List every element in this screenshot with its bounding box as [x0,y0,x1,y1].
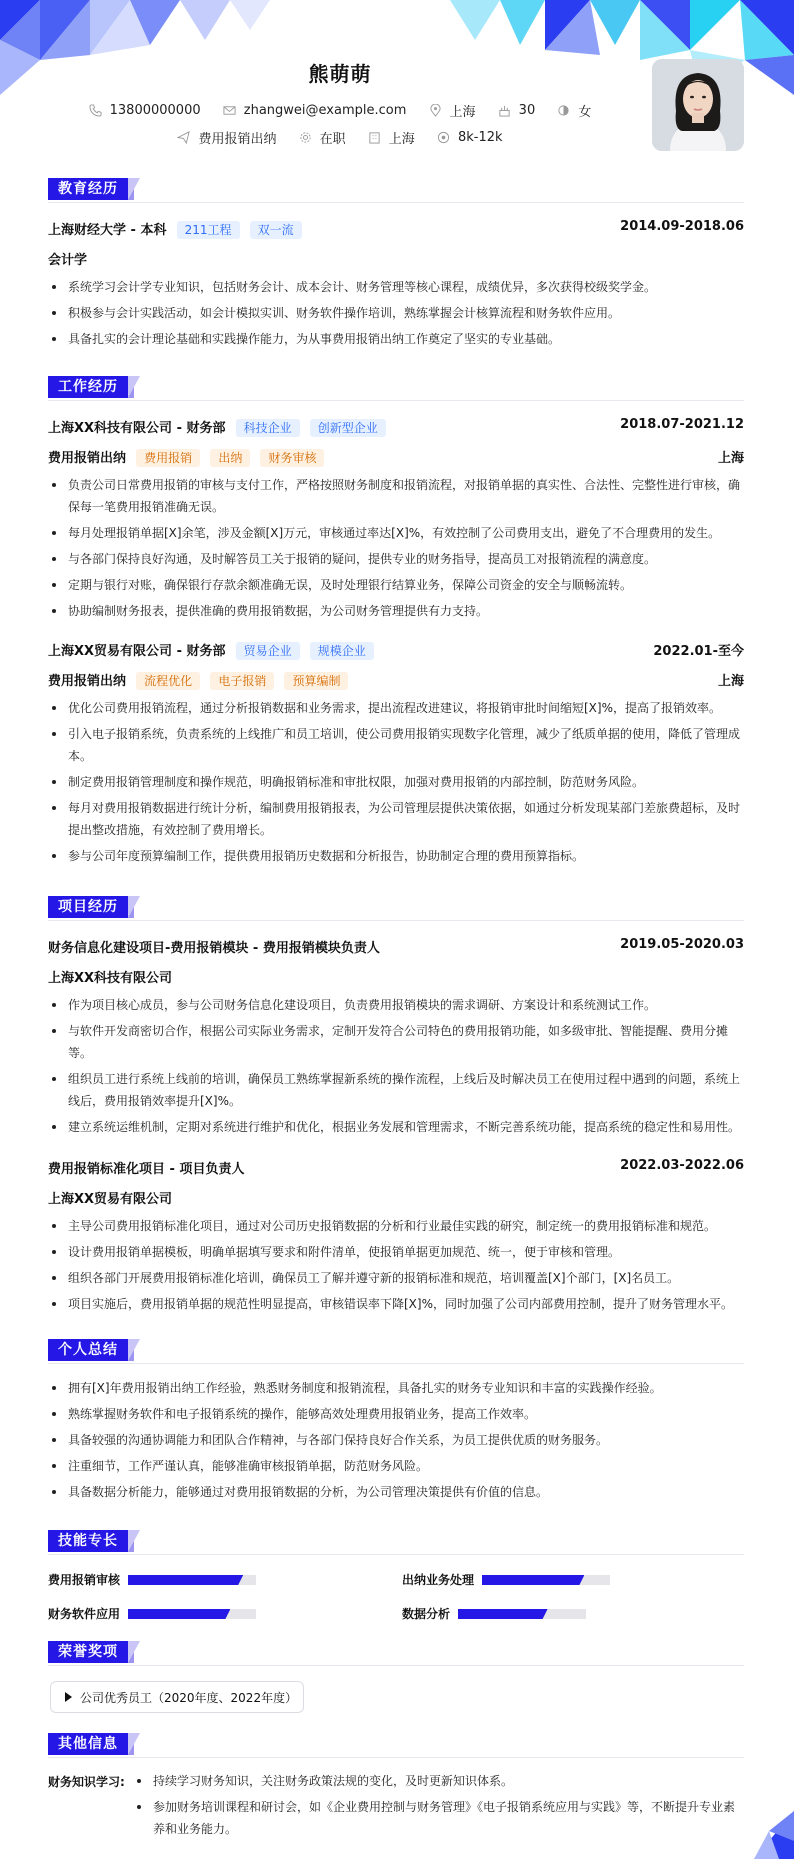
projects-section-header [48,896,744,921]
skill-bar [458,1609,586,1619]
gender-item [557,101,591,120]
position: 费用报销出纳 [48,674,127,689]
project-1-header [48,937,744,956]
skill-tag: 电子报销 [210,672,274,690]
work-entry-2-header [48,640,744,660]
skills-title: 技能专长 [48,1530,128,1552]
list-item: 负责公司日常费用报销的审核与支付工作，严格按照财务制度和报销流程，对报销单据的真实性、合法性、完整性进行审核，确保每一笔费用报销准确无误。 [48,474,744,518]
school-tag: 双一流 [250,221,302,239]
company-line: 上海XX贸易有限公司 - 财务部 [48,644,226,659]
honor-text: 公司优秀员工（2020年度、2022年度） [80,1690,298,1705]
project-company: 上海XX科技有限公司 [48,971,173,986]
status-item [299,128,346,147]
summary-bullets [48,1377,744,1507]
project-1-bullets [48,994,744,1142]
list-item: 主导公司费用报销标准化项目，通过对公司历史报销数据的分析和行业最佳实践的研究，制定统一的费用报销标准和规范。 [48,1215,744,1237]
gender-icon [557,104,570,117]
project-title: 财务信息化建设项目-费用报销模块 - 费用报销模块负责人 [48,941,380,956]
salary-text: 8k-12k [457,130,503,145]
skill-item [48,1605,120,1622]
honor-item[interactable] [50,1681,304,1713]
summary-title: 个人总结 [48,1339,128,1361]
email-item [223,103,407,118]
skill-name: 数据分析 [402,1607,451,1621]
skill-bar-fill [482,1575,584,1585]
gender-text: 女 [578,105,592,120]
list-item: 作为项目核心成员，参与公司财务信息化建设项目，负责费用报销模块的需求调研、方案设计和系统测试工作。 [48,994,744,1016]
list-item: 参与公司年度预算编制工作，提供费用报销历史数据和分析报告，协助制定合理的费用预算指标。 [48,845,744,867]
major: 会计学 [48,253,88,268]
work-date: 2022.01-至今 [653,644,744,659]
project-date: 2019.05-2020.03 [620,937,744,952]
list-item: 每月处理报销单据[X]余笔，涉及金额[X]万元，审核通过率达[X]%，有效控制了公司费用支出，避免了不合理费用的发生。 [48,522,744,544]
project-2-header [48,1158,744,1177]
work-date: 2018.07-2021.12 [620,417,744,432]
city-item [429,101,476,120]
company-tag: 贸易企业 [236,642,300,660]
skill-name: 财务软件应用 [48,1607,121,1621]
job-intent-row [0,128,680,148]
company-tag: 规模企业 [310,642,374,660]
avatar [652,59,744,151]
work-location: 上海 [717,451,744,466]
phone-item [89,103,201,118]
list-item: 组织员工进行系统上线前的培训，确保员工熟练掌握新系统的操作流程，上线后及时解决员工在使用过程中遇到的问题，系统上线后，费用报销效率提升[X]%。 [48,1068,744,1112]
list-item: 参加财务培训课程和研讨会，如《企业费用控制与财务管理》《电子报销系统应用与实践》等，不断提升专业素养和业务能力。 [133,1796,744,1840]
list-item: 协助编制财务报表，提供准确的费用报销数据，为公司财务管理提供有力支持。 [48,600,744,622]
work-location: 上海 [717,674,744,689]
honors-title: 荣誉奖项 [48,1641,128,1663]
location-icon [429,104,442,117]
target-job-item [177,128,276,147]
school-line: 上海财经大学 - 本科 [48,223,167,238]
company-line: 上海XX科技有限公司 - 财务部 [48,421,226,436]
work-entry-1-position [48,447,744,467]
project-title: 费用报销标准化项目 - 项目负责人 [48,1162,245,1177]
project-2-bullets [48,1215,744,1319]
list-item: 系统学习会计学专业知识，包括财务会计、成本会计、财务管理等核心课程，成绩优异，多次获得校级奖学金。 [48,276,744,298]
list-item: 引入电子报销系统，负责系统的上线推广和员工培训，使公司费用报销实现数字化管理，减少了纸质单据的使用，降低了管理成本。 [48,723,744,767]
skill-tag: 流程优化 [136,672,200,690]
list-item: 定期与银行对账，确保银行存款余额准确无误，及时处理银行结算业务，保障公司资金的安全与顺畅流转。 [48,574,744,596]
target-job-text: 费用报销出纳 [198,132,277,147]
school-tag: 211工程 [177,221,240,239]
list-item: 组织各部门开展费用报销标准化培训，确保员工了解并遵守新的报销标准和规范，培训覆盖[X]个部门，[X]名员工。 [48,1267,744,1289]
skill-item [402,1571,474,1588]
target-city-item [368,128,415,147]
building-icon [368,131,381,144]
projects-title: 项目经历 [48,896,128,918]
skill-bar [482,1575,610,1585]
coin-icon [437,131,450,144]
position: 费用报销出纳 [48,451,127,466]
list-item: 持续学习财务知识，关注财务政策法规的变化，及时更新知识体系。 [133,1770,744,1792]
city-text: 上海 [449,105,476,120]
list-item: 积极参与会计实践活动，如会计模拟实训、财务软件操作培训，熟练掌握会计核算流程和财务软件应用。 [48,302,744,324]
cake-icon [498,104,511,117]
skill-bar [128,1575,256,1585]
skill-bar [128,1609,256,1619]
list-item: 设计费用报销单据模板，明确单据填写要求和附件清单，使报销单据更加规范、统一，便于审核和管理。 [48,1241,744,1263]
list-item: 拥有[X]年费用报销出纳工作经验，熟悉财务制度和报销流程，具备扎实的财务专业知识和丰富的实践操作经验。 [48,1377,744,1399]
skill-tag: 财务审核 [260,449,324,467]
education-date: 2014.09-2018.06 [620,219,744,234]
list-item: 制定费用报销管理制度和操作规范，明确报销标准和审批权限，加强对费用报销的内部控制，防范财务风险。 [48,771,744,793]
list-item: 与软件开发商密切合作，根据公司实际业务需求，定制开发符合公司特色的费用报销功能，如多级审批、智能提醒、费用分摊等。 [48,1020,744,1064]
list-item: 注重细节，工作严谨认真，能够准确审核报销单据，防范财务风险。 [48,1455,744,1477]
target-city-text: 上海 [388,132,415,147]
email-text: zhangwei@example.com [243,103,407,118]
salary-item [437,130,503,145]
list-item: 具备扎实的会计理论基础和实践操作能力，为从事费用报销出纳工作奠定了坚实的专业基础。 [48,328,744,350]
list-item: 具备数据分析能力，能够通过对费用报销数据的分析，为公司管理决策提供有价值的信息。 [48,1481,744,1503]
candidate-name: 熊萌萌 [308,62,372,86]
skill-name: 出纳业务处理 [402,1573,475,1587]
project-company: 上海XX贸易有限公司 [48,1192,173,1207]
project-date: 2022.03-2022.06 [620,1158,744,1173]
skill-item [402,1605,450,1622]
status-text: 在职 [319,132,346,147]
expand-triangle-icon [65,1692,72,1702]
email-icon [223,104,236,117]
honors-section-header [48,1641,744,1666]
gear-icon [299,131,312,144]
education-title: 教育经历 [48,178,128,200]
skill-bar-fill [458,1609,548,1619]
contact-row [0,101,680,121]
skill-bar-fill [128,1609,230,1619]
company-tag: 科技企业 [236,419,300,437]
other-label: 财务知识学习: [48,1775,125,1789]
education-section-header [48,178,744,203]
work-entry-1-bullets [48,474,744,626]
skill-tag: 费用报销 [136,449,200,467]
age-item [498,103,536,118]
skill-name: 费用报销审核 [48,1573,121,1587]
list-item: 项目实施后，费用报销单据的规范性明显提高，审核错误率下降[X]%，同时加强了公司内部费用控制，提升了财务管理水平。 [48,1293,744,1315]
list-item: 与各部门保持良好沟通，及时解答员工关于报销的疑问，提供专业的财务指导，提高员工对报销流程的满意度。 [48,548,744,570]
work-section-header [48,376,744,401]
phone-text: 13800000000 [109,103,201,118]
list-item: 每月对费用报销数据进行统计分析，编制费用报销报表，为公司管理层提供决策依据，如通过分析发现某部门差旅费超标，及时提出整改措施，有效控制了费用增长。 [48,797,744,841]
skill-tag: 出纳 [210,449,250,467]
list-item: 优化公司费用报销流程，通过分析报销数据和业务需求，提出流程改进建议，将报销审批时间缩短[X]%，提高了报销效率。 [48,697,744,719]
list-item: 熟练掌握财务软件和电子报销系统的操作，能够高效处理费用报销业务，提高工作效率。 [48,1403,744,1425]
skill-tag: 预算编制 [284,672,348,690]
education-entry [48,219,744,239]
work-entry-2-bullets [48,697,744,871]
phone-icon [89,104,102,117]
other-section-header [48,1733,744,1758]
education-bullets [48,276,744,354]
other-title: 其他信息 [48,1733,128,1755]
work-title: 工作经历 [48,376,128,398]
work-entry-1-header [48,417,744,437]
company-tag: 创新型企业 [310,419,386,437]
list-item: 建立系统运维机制，定期对系统进行维护和优化，根据业务发展和管理需求，不断完善系统功能，提高系统的稳定性和易用性。 [48,1116,744,1138]
other-bullets [133,1770,744,1844]
skill-item [48,1571,120,1588]
skill-bar-fill [128,1575,243,1585]
age-text: 30 [518,103,536,118]
paper-plane-icon [177,131,190,144]
summary-section-header [48,1339,744,1364]
list-item: 具备较强的沟通协调能力和团队合作精神，与各部门保持良好合作关系，为员工提供优质的财务服务。 [48,1429,744,1451]
skills-section-header [48,1530,744,1555]
work-entry-2-position [48,670,744,690]
